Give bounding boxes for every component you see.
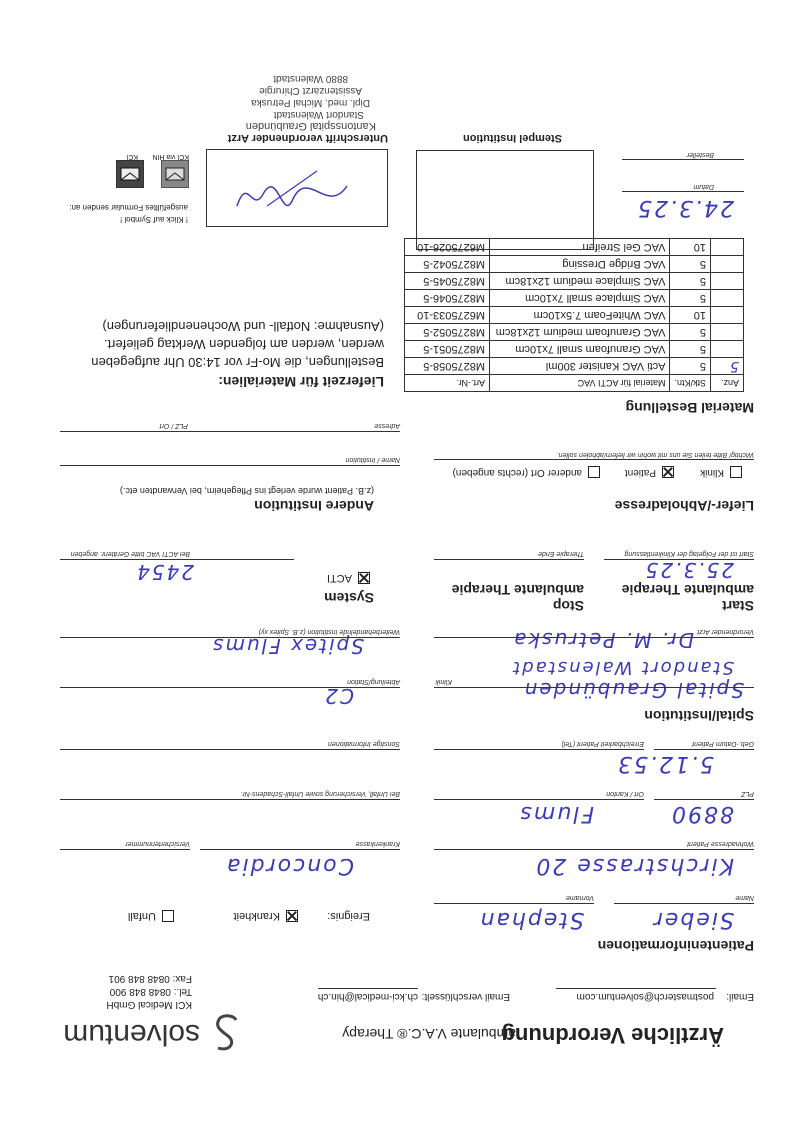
table-row[interactable] [405,324,744,341]
liefer-anderer-label: anderer Ort (rechts angeben) [452,467,582,478]
email-link[interactable]: postmasterch@solventum.com [576,991,714,1002]
material-table [404,238,744,392]
row-stk: 5 [670,256,711,273]
arzt-label: Verordnender Arzt [697,628,754,635]
klinik-value[interactable]: Spital Graubünden [522,678,744,702]
unfall-checkbox[interactable] [162,910,174,922]
ereignis-label: Ereignis: [327,910,370,922]
liefer-plzort-label: PLZ / Ort [159,422,188,429]
row-material: VAC Granufoam medium 12x18cm [490,324,670,341]
kci-label: KCI [126,153,138,160]
acti-checkbox[interactable] [358,572,370,584]
row-anz[interactable] [711,239,744,256]
krankenkasse-label: Krankenkasse [355,840,400,847]
row-stk: 5 [670,273,711,290]
lieferzeit-line-2: werden, werden am folgenden Werktag geliefert. [103,337,384,352]
klinik-label: Klinik [435,678,452,685]
besteller-label: Besteller [686,151,714,158]
liefer-adresse-label: Adresse [374,422,400,429]
abteilung-value[interactable]: C2 [323,684,354,708]
row-anz[interactable]: 5 [711,358,744,375]
solventum-logo-icon [206,1014,240,1054]
therapie-ende-label: Therapie Ende [538,550,584,557]
row-anz[interactable] [711,307,744,324]
liefer-patient-label: Patient [624,467,656,478]
form-title: Ärztliche Verordnung [501,1023,724,1048]
start-date-value[interactable]: 25.3.25 [643,558,734,582]
stempel-box[interactable] [416,150,594,250]
email-label: Email: [726,991,754,1002]
andere-institution-title: Andere Institution [254,498,374,514]
lieferzeit-line-3: (Ausnahme: Notfall- und Wochenendlieferungen) [102,319,384,334]
krankheit-label: Krankheit [233,910,280,922]
stamp-line-5: 8880 Walenstadt [273,73,348,84]
col-stk: Stk/Ktn. [670,375,711,392]
liefer-name-label: Name / Institution [345,456,400,463]
company-fax: Fax: 0848 848 901 [108,973,192,984]
col-material: Material für ACTI VAC [490,375,670,392]
liefer-klinik-checkbox[interactable] [730,466,742,478]
row-artnr: M6275033-10 [405,307,490,324]
stamp-line-1: Kantonsspital Graubünden [245,120,376,132]
row-anz[interactable] [711,324,744,341]
stop-title-2: ambulante Therapie [451,582,584,598]
kcihin-label: KCI via HIN [152,153,189,160]
table-row[interactable] [405,290,744,307]
liefer-hint: Wichtig! Bitte teilen Sie uns mit wohin wir liefern/abholen sollen. [556,451,754,458]
stamp-line-3: Dipl. med. Michal Petruska [251,97,370,108]
solventum-logo: solventum [63,1014,240,1054]
material-section-title: Material Bestellung [625,400,754,416]
datum-label: Datum [693,183,714,190]
patient-section-title: Patienteninformationen [597,938,754,954]
envelope-icon [117,161,143,187]
krankheit-checkbox[interactable] [286,910,298,922]
start-title-1: Start [722,598,754,614]
sonstige-label: Sonstige Informationen [328,740,400,747]
company-name: KCI Medical GmbH [106,999,192,1010]
liefer-anderer-checkbox[interactable] [588,466,600,478]
table-row[interactable] [405,341,744,358]
row-anz[interactable] [711,290,744,307]
birthdate-label: Geb.-Datum Patient [692,740,754,747]
table-row[interactable] [405,256,744,273]
row-material: VAC Gel Streifen [490,239,670,256]
unfall-nr-label: Bei Unfall, Versicherung sowie Unfall-Schadens-Nr. [240,790,400,797]
send-hint-1: ! Klick auf Symbol ! [119,215,188,224]
plz-value[interactable]: 8890 [670,801,734,826]
row-artnr: M6275026-10 [405,239,490,256]
klinik-value-2[interactable]: Standort Walenstadt [511,657,734,678]
ort-label: Ort / Kanton [606,790,644,797]
datum-value[interactable]: 24.3.25 [636,195,734,220]
signature-box[interactable] [206,149,388,227]
birthdate-value[interactable]: 5.12.53 [616,751,714,776]
row-anz[interactable] [711,273,744,290]
plz-label: PLZ [741,790,754,797]
row-material: VAC Granufoam small 7x10cm [490,341,670,358]
row-artnr: M8275045-5 [405,273,490,290]
geraetenr-value[interactable]: 2454 [135,560,194,584]
row-artnr: M8275058-5 [405,358,490,375]
table-row[interactable] [405,273,744,290]
patient-firstname-label: Vorname [565,894,594,901]
weiterbehandelnde-label: Weiterbehandelnde Institution (z.B. Spitex xy) [258,628,400,635]
send-kcihin-button[interactable] [161,160,189,188]
abteilung-label: Abteilung/Station [347,678,400,685]
patient-name-value[interactable]: Sieber [651,907,734,932]
weiterbehandelnde-value[interactable]: Spitex Flums [211,634,364,658]
andere-institution-note: (z.B. Patient wurde verlegt ins Pflegeheim, bei Verwandten etc.) [119,486,374,496]
row-stk: 5 [670,324,711,341]
acti-label: ACTI [326,572,352,584]
arzt-value[interactable]: Dr. M. Petruska [512,628,694,652]
liefer-section-title: Liefer-/Abholadresse [614,498,754,514]
unfall-label: Unfall [127,910,156,922]
start-title-2: ambulante Therapie [621,582,754,598]
versichertennummer-label: Versichertennummer [125,840,190,847]
envelope-icon [162,161,188,187]
erreichbarkeit-label: Erreichbarkeit Patient (Tel) [561,740,644,747]
email-encrypted-label: Email verschlüsselt: [421,991,510,1002]
patient-name-label: Name [735,894,754,901]
krankenkasse-value[interactable]: Concordia [225,853,354,878]
send-kci-button[interactable] [116,160,144,188]
signature-image [207,150,387,226]
row-artnr: M8275052-5 [405,324,490,341]
row-artnr: M8275046-5 [405,290,490,307]
row-material: VAC WhiteFoam 7.5x10cm [490,307,670,324]
patient-firstname-value[interactable]: Stephan [478,907,584,932]
stamp-line-4: Assistenzarzt Chirurgie [259,85,362,96]
spital-section-title: Spital/Institution [644,708,754,724]
ort-value[interactable]: Flums [518,801,594,826]
lieferzeit-title: Lieferzeit für Materialien: [218,374,384,390]
start-note: Start ist der Folgetag der Klinikentlassung [624,550,754,557]
row-stk: 5 [670,358,711,375]
row-material: VAC Bridge Dressing [490,256,670,273]
stempel-label: Stempel Institution [463,132,562,144]
patient-address-value[interactable]: Kirchstrasse 20 [534,853,734,878]
row-material: VAC Simplace small 7x10cm [490,290,670,307]
row-stk: 10 [670,307,711,324]
row-anz[interactable] [711,256,744,273]
company-tel: Tel.: 0848 848 900 [109,986,192,997]
row-stk: 5 [670,341,711,358]
row-anz[interactable] [711,341,744,358]
form-subtitle: ambulante V.A.C.® Therapy [342,1026,516,1042]
system-title: System [324,590,374,606]
col-anz: Anz. [711,375,744,392]
table-row[interactable] [405,307,744,324]
send-hint-2: ausgefülltes Formular senden an: [69,203,188,212]
row-stk: 5 [670,290,711,307]
stamp-line-2: Standort Walenstadt [273,109,364,120]
table-row[interactable] [405,358,744,375]
lieferzeit-line-1: Bestellungen, die Mo-Fr vor 14:30 Uhr aufgegeben [91,355,384,370]
col-artnr: Art.-Nr. [405,375,490,392]
row-artnr: M8275051-5 [405,341,490,358]
email-encrypted-link[interactable]: ch.kci-medical@hin.ch [317,991,418,1002]
material-header-row [405,375,744,392]
row-artnr: M8275042-5 [405,256,490,273]
liefer-klinik-label: Klinik [700,467,724,478]
row-material: VAC Simplace medium 12x18cm [490,273,670,290]
patient-address-label: Wohnadresse Patient [687,840,754,847]
acti-note: Bei ACTI VAC bitte Gerätenr. angeben [70,550,190,557]
unterschrift-label: Unterschrift verordnender Arzt [227,132,388,144]
liefer-patient-checkbox[interactable] [662,466,674,478]
row-material: Acti VAC Kanister 300ml [490,358,670,375]
stop-title-1: Stop [552,598,584,614]
row-stk: 10 [670,239,711,256]
